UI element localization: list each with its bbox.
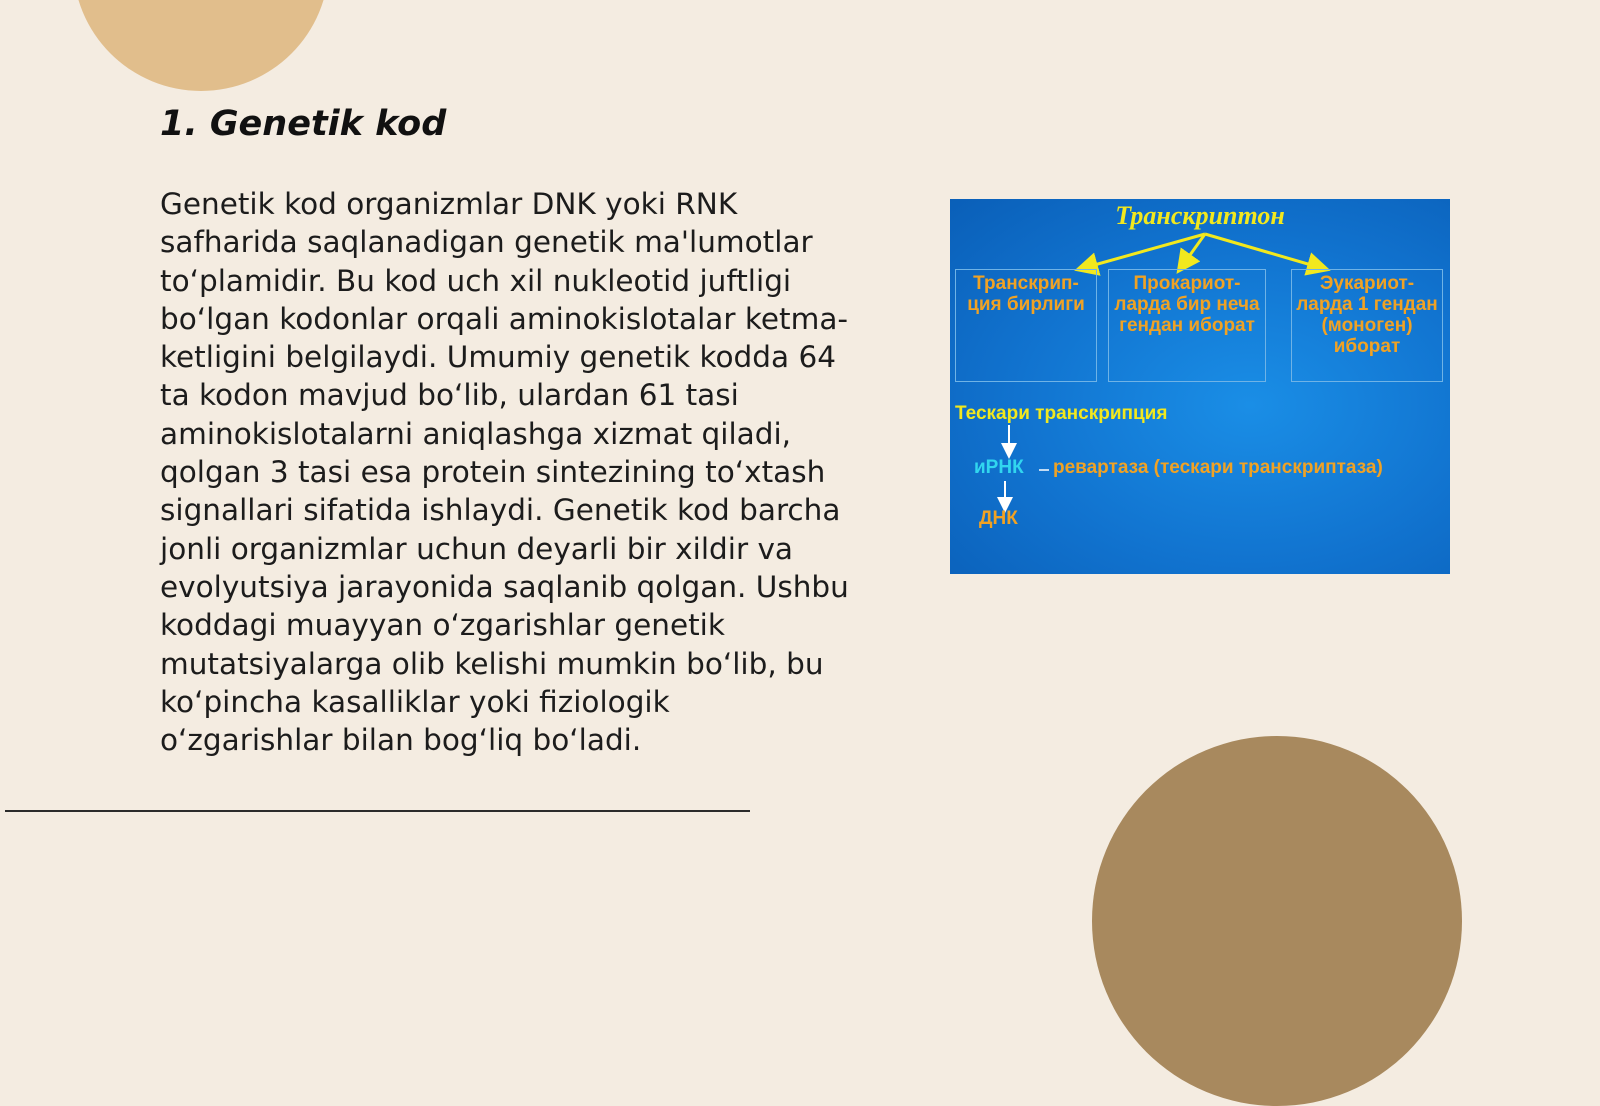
diagram-title: Транскриптон [1115, 201, 1285, 230]
slide-title: 1. Genetik kod [160, 104, 447, 144]
reverse-transcription-label: Тескари транскрипция [955, 403, 1168, 424]
decorative-circle-bottom [1092, 736, 1462, 1106]
slide-body-text: Genetik kod organizmlar DNK yoki RNK safharida saqlanadigan genetik ma'lumotlar to‘plamidir. Bu kod uch xil nukleotid juftligi bo‘lgan kodonlar orqali aminokislotalar ketma-ketligini belgilaydi. Umumiy genetik kodda 64 ta kodon mavjud bo‘lib, ulardan 61 tasi aminokislotalarni aniqlashga xizmat qiladi, qolgan 3 tasi esa protein sintezining to‘xtash signallari sifatida ishlaydi. Genetik kod barcha jonli organizmlar uchun deyarli bir xildir va evolyutsiya jarayonida saqlanib qolgan. Ushbu koddagi muayyan o‘zgarishlar genetik mutatsiyalarga olib kelishi mumkin bo‘lib, bu ko‘pincha kasalliklar yoki fiziologik o‘zgarishlar bilan bog‘liq bo‘ladi. [160, 187, 849, 758]
mrna-label: иРНК [974, 457, 1024, 478]
enzyme-label: ревартаза (тескари транскриптаза) [1053, 457, 1383, 478]
transcripton-diagram [950, 199, 1450, 574]
arrow-to-box-1 [1080, 234, 1205, 269]
diagram-box-3: Эукариот-ларда 1 гендан (моноген) иборат [1291, 269, 1443, 382]
diagram-box-1: Транскрип-ция бирлиги [955, 269, 1097, 382]
diagram-arrows [950, 199, 1450, 574]
dna-label: ДНК [979, 508, 1018, 529]
divider-line [5, 810, 750, 812]
arrow-to-box-3 [1205, 234, 1325, 269]
decorative-circle-top [73, 0, 329, 91]
diagram-box-2: Прокариот-ларда бир неча гендан иборат [1108, 269, 1266, 382]
